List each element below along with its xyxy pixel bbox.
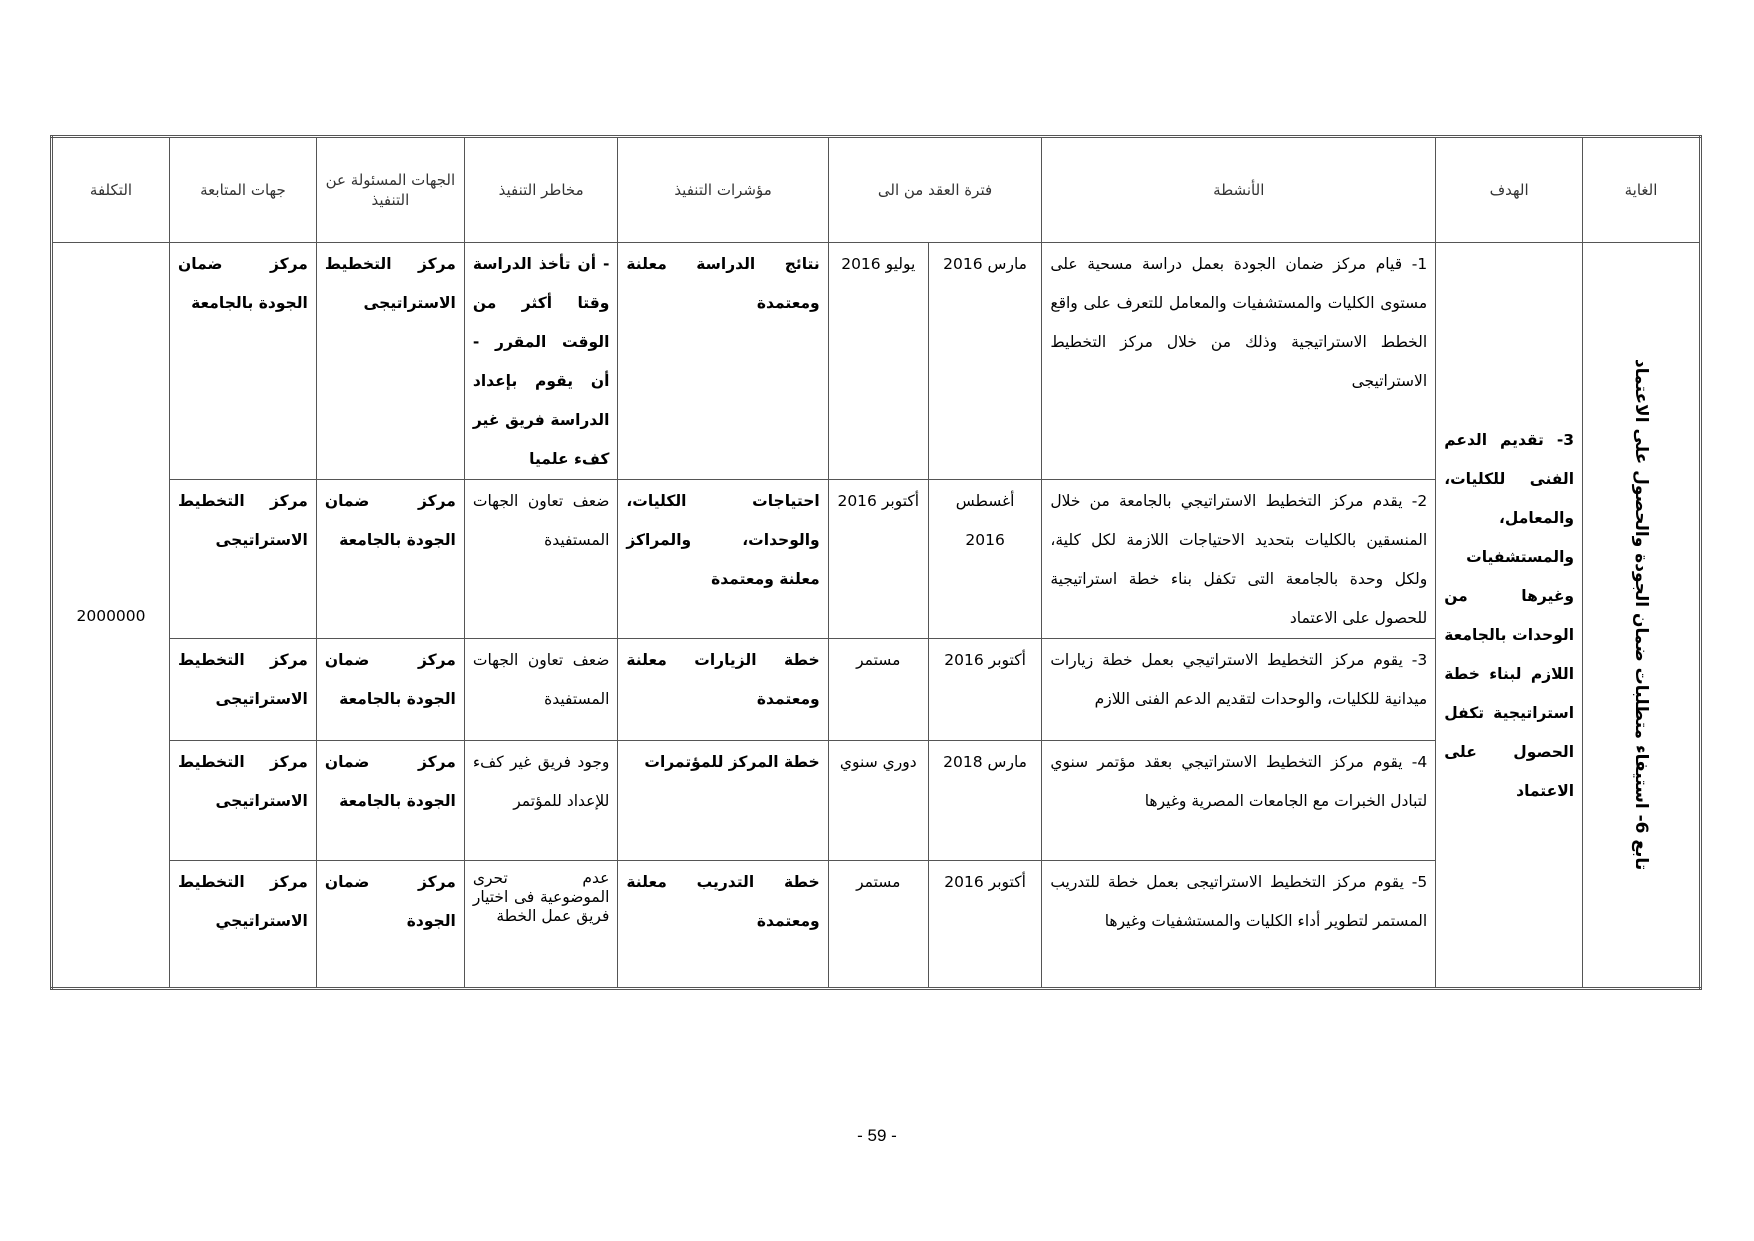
activity-cell: 2- يقدم مركز التخطيط الاستراتيجي بالجامعة من خلال المنسقين بالكليات بتحديد الاحتياجات اللازمة لكل كلية، ولكل وحدة بالجامعة التى تكفل بناء خطة استراتيجية للحصول على الاعتماد [1042,480,1436,639]
responsible-cell: مركز ضمان الجودة [316,861,464,989]
risk-cell: - أن تأخذ الدراسة وقتا أكثر من الوقت المقرر - أن يقوم بإعداد الدراسة فريق غير كفء علميا [464,243,618,480]
period-to-cell: مستمر [828,639,928,741]
goal-cell: 3- تقديم الدعم الفنى للكليات، والمعامل، والمستشفيات وغيرها من الوحدات بالجامعة اللازم لبناء خطة استراتيجية تكفل الحصول على الاعتماد [1436,243,1583,989]
indicator-cell: نتائج الدراسة معلنة ومعتمدة [618,243,828,480]
header-followup: جهات المتابعة [170,137,317,243]
period-from-cell: أكتوبر 2016 [928,639,1041,741]
responsible-cell: مركز ضمان الجودة بالجامعة [316,480,464,639]
period-to-cell: مستمر [828,861,928,989]
period-to-cell: دوري سنوي [828,741,928,861]
indicator-cell: خطة الزيارات معلنة ومعتمدة [618,639,828,741]
page-number: - 59 - [857,1126,897,1145]
risk-cell: ضعف تعاون الجهات المستفيدة [464,480,618,639]
responsible-cell: مركز ضمان الجودة بالجامعة [316,741,464,861]
aim-cell [1583,243,1701,989]
header-indicators: مؤشرات التنفيذ [618,137,828,243]
followup-cell: مركز ضمان الجودة بالجامعة [170,243,317,480]
followup-cell: مركز التخطيط الاستراتيجى [170,639,317,741]
period-from-cell: أغسطس 2016 [928,480,1041,639]
indicator-cell: خطة التدريب معلنة ومعتمدة [618,861,828,989]
header-risks: مخاطر التنفيذ [464,137,618,243]
responsible-cell: مركز ضمان الجودة بالجامعة [316,639,464,741]
activity-cell: 4- يقوم مركز التخطيط الاستراتيجي بعقد مؤتمر سنوي لتبادل الخبرات مع الجامعات المصرية وغيرها [1042,741,1436,861]
period-to-cell: أكتوبر 2016 [828,480,928,639]
indicator-cell: خطة المركز للمؤتمرات [618,741,828,861]
period-from-cell: مارس 2018 [928,741,1041,861]
risk-cell: وجود فريق غير كفء للإعداد للمؤتمر [464,741,618,861]
header-row [52,137,1701,243]
period-to-cell: يوليو 2016 [828,243,928,480]
header-aim: الغاية [1583,137,1701,243]
header-responsible: الجهات المسئولة عن التنفيذ [316,137,464,243]
header-goal: الهدف [1436,137,1583,243]
followup-cell: مركز التخطيط الاستراتيجى [170,741,317,861]
aim-text: تابع 6- استيفاء متطلبات ضمان الجودة والحصول على الاعتماد [1631,359,1652,871]
period-from-cell: أكتوبر 2016 [928,861,1041,989]
header-activities: الأنشطة [1042,137,1436,243]
activity-cell: 1- قيام مركز ضمان الجودة بعمل دراسة مسحية على مستوى الكليات والمستشفيات والمعامل للتعرف على واقع الخطط الاستراتيجية وذلك من خلال مركز التخطيط الاستراتيجى [1042,243,1436,480]
cost-cell: 2000000 [52,243,170,989]
responsible-cell: مركز التخطيط الاستراتيجى [316,243,464,480]
header-cost: التكلفة [52,137,170,243]
indicator-cell: احتياجات الكليات، والوحدات، والمراكز معلنة ومعتمدة [618,480,828,639]
strategic-plan-table [50,135,1702,990]
header-period: فترة العقد من الى [828,137,1042,243]
activity-cell: 3- يقوم مركز التخطيط الاستراتيجي بعمل خطة زيارات ميدانية للكليات، والوحدات لتقديم الدعم الفنى اللازم [1042,639,1436,741]
risk-cell: عدم تحرى الموضوعية فى اختيار فريق عمل الخطة [464,861,618,989]
period-from-cell: مارس 2016 [928,243,1041,480]
risk-cell: ضعف تعاون الجهات المستفيدة [464,639,618,741]
activity-cell: 5- يقوم مركز التخطيط الاستراتيجى بعمل خطة للتدريب المستمر لتطوير أداء الكليات والمستشفيات وغيرها [1042,861,1436,989]
followup-cell: مركز التخطيط الاستراتيجي [170,861,317,989]
table-row [52,243,1701,480]
followup-cell: مركز التخطيط الاستراتيجى [170,480,317,639]
